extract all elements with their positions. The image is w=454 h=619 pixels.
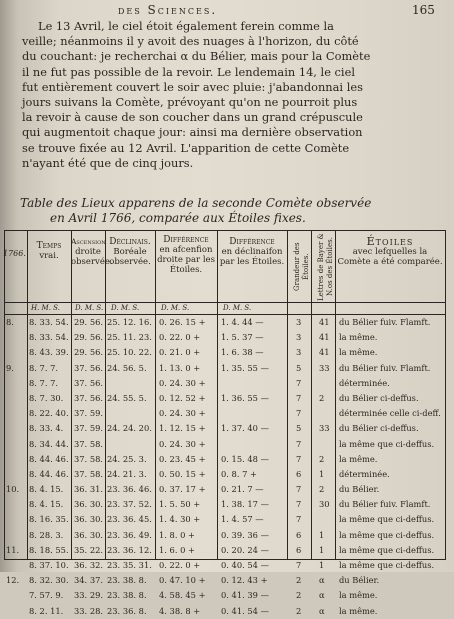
table-row	[5, 345, 445, 360]
header-grandeur: Grandeur des Étoiles.	[293, 242, 310, 292]
table-cell-l: 41	[319, 332, 330, 343]
table-cell-d2: 1. 36. 55 —	[221, 392, 269, 403]
table-cell-l: 2	[319, 484, 325, 495]
units-row	[5, 302, 445, 315]
paragraph-line: la revoir à cause de son coucher dans un grand crépuscule	[22, 110, 363, 125]
table-cell-s: du Bélier fuiv. Flamft.	[339, 317, 431, 327]
table-cell-g: 3	[296, 347, 302, 358]
table-cell-d1: 0. 37. 17 +	[159, 484, 206, 495]
table-cell-d1: 0. 24. 30 +	[159, 438, 206, 449]
table-cell-s: la même.	[339, 332, 378, 343]
table-cell-s: du Bélier fuiv. Flamft.	[339, 362, 431, 373]
unit-dec: D. M. S.	[111, 304, 140, 312]
table-cell-d2: 0. 41. 39 —	[221, 590, 269, 601]
table-cell-g: 7	[296, 392, 302, 403]
header-temps-label: Temps	[36, 241, 62, 251]
paragraph-line: se trouve fixée au 12 Avril. L'apparition de cette Comète	[22, 140, 350, 155]
header-etoiles	[335, 237, 445, 267]
header-temps-sub: vrai.	[39, 251, 59, 261]
table-cell-g: 7	[296, 408, 302, 419]
header-declinaison-label: Déclinais.	[109, 237, 151, 247]
table-cell-d: 24. 56. 5.	[107, 362, 147, 373]
page-number: 165	[412, 3, 435, 17]
table-cell-side: 11.	[6, 544, 20, 555]
table-cell-d: 23. 37. 52.	[107, 499, 152, 510]
table-cell-d1: 0. 12. 52 +	[159, 392, 206, 403]
table-cell-a: 36. 32.	[74, 560, 104, 570]
table-cell-d1: 0. 23. 45 +	[159, 453, 206, 464]
table-cell-d: 23. 36. 12.	[107, 544, 152, 555]
table-title-line: Table des Lieux apparens de la seconde Comète observée	[20, 196, 372, 210]
table-cell-g: 5	[296, 423, 302, 434]
header-declinaison	[105, 237, 155, 267]
table-cell-d2: 0. 41. 54 —	[221, 605, 269, 616]
table-cell-d1: 4. 38. 8 +	[159, 605, 201, 616]
table-cell-d1: 0. 24. 30 +	[159, 377, 206, 388]
table-cell-s: la même que ci-deffus.	[339, 438, 435, 449]
table-title	[20, 196, 444, 226]
table-cell-t: 8. 43. 39.	[29, 347, 69, 358]
table-cell-s: du Bélier.	[339, 575, 380, 586]
header-lettres: Lettres de Bayer & N.os des Étoiles.	[317, 233, 334, 301]
table-cell-g: 3	[296, 317, 302, 327]
header-diff2-sub: en déclinaifon par les Étoiles.	[219, 247, 285, 267]
table-cell-t: 8. 16. 35.	[29, 514, 69, 525]
table-cell-a: 36. 31.	[74, 484, 104, 495]
table-cell-l: 41	[319, 347, 330, 358]
table-cell-d: 23. 38. 8.	[107, 575, 147, 586]
paragraph-line: Le 13 Avril, le ciel étoit également ferein comme la	[38, 19, 334, 33]
table-row	[5, 482, 445, 497]
table-cell-g: 7	[296, 560, 302, 570]
table-cell-a: 29. 56.	[74, 317, 104, 327]
table-cell-d2: 1. 6. 38 —	[221, 347, 264, 358]
table-cell-d2: 0. 40. 54 —	[221, 560, 269, 570]
table-cell-g: 2	[296, 605, 302, 616]
table-cell-a: 37. 56.	[74, 377, 104, 388]
table-cell-side: 8.	[6, 317, 14, 327]
table-cell-t: 8. 34. 44.	[29, 438, 69, 449]
table-cell-a: 35. 22.	[74, 544, 104, 555]
table-cell-l: 2	[319, 453, 325, 464]
header-ascension-sub: droite observée.	[71, 247, 113, 267]
table-row	[5, 315, 445, 330]
table-cell-s: la même que ci-deffus.	[339, 560, 435, 570]
table-cell-g: 7	[296, 484, 302, 495]
table-cell-a: 33. 28.	[74, 605, 104, 616]
table-row	[5, 512, 445, 527]
table-row	[5, 604, 445, 619]
header-diff-ascension	[155, 235, 217, 275]
table-cell-a: 37. 58.	[74, 438, 104, 449]
unit-temps: H. M. S.	[31, 304, 60, 312]
table-cell-a: 37. 56.	[74, 392, 104, 403]
header-declinaison-sub: Boréale observée.	[109, 247, 151, 267]
table-cell-side: 12.	[6, 575, 20, 586]
table-cell-d2: 1. 38. 17 —	[221, 499, 269, 510]
table-cell-t: 8. 4. 15.	[29, 499, 64, 510]
table-cell-d: 23. 36. 45.	[107, 514, 152, 525]
table-row	[5, 330, 445, 345]
table-cell-a: 34. 37.	[74, 575, 104, 586]
table-cell-d1: 0. 47. 10 +	[159, 575, 206, 586]
table-cell-s: la même.	[339, 453, 378, 464]
table-cell-d1: 0. 26. 15 +	[159, 317, 206, 327]
running-title: des Sciences.	[118, 3, 218, 17]
table-cell-d2: 0. 21. 7 —	[221, 484, 264, 495]
table-cell-t: 8. 7. 30.	[29, 392, 64, 403]
table-cell-g: 2	[296, 575, 302, 586]
table-cell-t: 8. 4. 15.	[29, 484, 64, 495]
table-cell-d2: 0. 8. 7 +	[221, 468, 257, 479]
table-row	[5, 376, 445, 391]
table-cell-d1: 1. 13. 0 +	[159, 362, 201, 373]
table-cell-d1: 1. 4. 30 +	[159, 514, 201, 525]
table-cell-d: 24. 21. 3.	[107, 468, 147, 479]
table-cell-g: 6	[296, 544, 302, 555]
table-cell-l: 1	[319, 544, 325, 555]
table-cell-s: la même.	[339, 347, 378, 358]
table-cell-t: 8. 2. 11.	[29, 605, 64, 616]
table-cell-d2: 1. 4. 57 —	[221, 514, 264, 525]
header-etoiles-sub: avec lefquelles la Comète a été comparée.	[337, 247, 443, 267]
table-row	[5, 452, 445, 467]
table-cell-l: 30	[319, 499, 330, 510]
paragraph-line: n'ayant été que de cinq jours.	[22, 155, 194, 170]
paragraph-line: veille; néanmoins il y avoit des nuages à l'horizon, du côté	[22, 34, 359, 49]
table-cell-g: 6	[296, 529, 302, 540]
unit-d2: D. M. S.	[223, 304, 252, 312]
table-cell-a: 36. 30.	[74, 499, 104, 510]
table-cell-d1: 0. 50. 15 +	[159, 468, 206, 479]
table-cell-a: 37. 56.	[74, 362, 104, 373]
table-cell-d: 25. 11. 23.	[107, 332, 152, 343]
table-cell-l: 41	[319, 317, 330, 327]
table-cell-s: la même.	[339, 605, 378, 616]
table-cell-d1: 1. 5. 50 +	[159, 499, 201, 510]
table-cell-l: 1	[319, 560, 325, 570]
table-cell-a: 33. 29.	[74, 590, 104, 601]
table-cell-a: 29. 56.	[74, 347, 104, 358]
table-cell-g: 2	[296, 590, 302, 601]
table-cell-d2: 0. 12. 43 +	[221, 575, 268, 586]
table-cell-t: 8. 22. 40.	[29, 408, 69, 419]
table-cell-t: 8. 7. 7.	[29, 377, 59, 388]
table-cell-g: 7	[296, 438, 302, 449]
table-cell-d: 23. 36. 8.	[107, 605, 147, 616]
table-cell-g: 5	[296, 362, 302, 373]
table-cell-d: 24. 25. 3.	[107, 453, 147, 464]
table-cell-t: 8. 28. 3.	[29, 529, 64, 540]
table-cell-a: 37. 59.	[74, 408, 104, 419]
table-cell-d: 24. 55. 5.	[107, 392, 147, 403]
table-cell-d1: 1. 12. 15 +	[159, 423, 206, 434]
table-cell-d2: 0. 39. 36 —	[221, 529, 269, 540]
table-cell-t: 8. 32. 30.	[29, 575, 69, 586]
header-diff1-sub: en afcenfion droite par les Étoiles.	[157, 245, 215, 275]
table-cell-d2: 1. 37. 40 —	[221, 423, 269, 434]
header-diff2-label: Différence	[229, 237, 275, 247]
table-cell-a: 37. 59.	[74, 423, 104, 434]
table-cell-d1: 0. 22. 0 +	[159, 332, 201, 343]
table-cell-d: 23. 36. 46.	[107, 484, 152, 495]
table-cell-g: 6	[296, 468, 302, 479]
table-cell-g: 7	[296, 499, 302, 510]
paragraph-line: fut entièrement couvert le soir avec pluie: j'abandonnai les	[22, 79, 363, 94]
table-cell-g: 3	[296, 332, 302, 343]
page-header	[0, 3, 454, 19]
table-cell-d1: 0. 24. 30 +	[159, 408, 206, 419]
unit-d1: D. M. S.	[161, 304, 190, 312]
table-cell-d1: 1. 6. 0 +	[159, 544, 195, 555]
table-cell-l: α	[319, 605, 325, 616]
paragraph-line: du couchant: je recherchai α du Bélier, mais pour la Comète	[22, 49, 371, 64]
header-diff-declinaison	[217, 237, 287, 267]
table-cell-s: du Bélier.	[339, 484, 380, 495]
table-row	[5, 467, 445, 482]
unit-asc: D. M. S.	[75, 304, 104, 312]
header-ascension	[71, 237, 113, 267]
table-cell-s: déterminée celle ci-deff.	[339, 408, 441, 419]
paragraph-line: il ne fut pas possible de la revoir. Le lendemain 14, le ciel	[22, 64, 355, 79]
table-cell-g: 7	[296, 377, 302, 388]
table-cell-l: 33	[319, 423, 330, 434]
table-row	[5, 361, 445, 376]
table-cell-d: 23. 35. 31.	[107, 560, 152, 570]
table-cell-d1: 0. 22. 0 +	[159, 560, 201, 570]
table-cell-d2: 1. 35. 55 —	[221, 362, 269, 373]
table-row	[5, 528, 445, 543]
table-cell-t: 8. 33. 4.	[29, 423, 64, 434]
table-cell-d: 23. 36. 49.	[107, 529, 152, 540]
table-row	[5, 573, 445, 588]
paragraph-line: jours suivans la Comète, prévoyant qu'on ne pourroit plus	[22, 95, 358, 110]
table-cell-d1: 4. 58. 45 +	[159, 590, 206, 601]
table-cell-t: 8. 33. 54.	[29, 332, 69, 343]
header-etoiles-label: Étoiles	[366, 235, 414, 248]
table-cell-side: 9.	[6, 362, 14, 373]
table-row	[5, 543, 445, 558]
table-cell-s: la même.	[339, 590, 378, 601]
table-cell-d1: 0. 21. 0 +	[159, 347, 201, 358]
table-cell-l: 1	[319, 529, 325, 540]
header-temps	[27, 241, 71, 261]
table-cell-side: 10.	[6, 484, 20, 495]
table-cell-l: α	[319, 575, 325, 586]
table-cell-s: la même que ci-deffus.	[339, 544, 435, 555]
table-cell-t: 8. 37. 10.	[29, 560, 69, 570]
table-cell-d: 23. 38. 8.	[107, 590, 147, 601]
table-row	[5, 497, 445, 512]
table-cell-a: 36. 30.	[74, 529, 104, 540]
table-cell-d2: 0. 20. 24 —	[221, 544, 269, 555]
observation-table	[3, 230, 446, 616]
header-ascension-label: Ascension	[71, 237, 106, 246]
table-cell-d: 25. 10. 22.	[107, 347, 152, 358]
table-cell-a: 37. 58.	[74, 453, 104, 464]
table-cell-d2: 1. 4. 44 —	[221, 317, 264, 327]
table-cell-t: 8. 44. 46.	[29, 468, 69, 479]
table-cell-l: 33	[319, 362, 330, 373]
table-cell-t: 8. 33. 54.	[29, 317, 69, 327]
table-cell-l: 2	[319, 392, 325, 403]
table-cell-s: du Bélier ci-deffus.	[339, 423, 419, 434]
table-cell-s: du Bélier ci-deffus.	[339, 392, 419, 403]
table-cell-a: 36. 30.	[74, 514, 104, 525]
table-cell-d: 24. 24. 20.	[107, 423, 152, 434]
table-row	[5, 406, 445, 421]
table-body	[5, 315, 445, 619]
table-row	[5, 391, 445, 406]
table-title-line: en Avril 1766, comparée aux Étoiles fixes.	[50, 211, 306, 225]
table-cell-d2: 0. 15. 48 —	[221, 453, 269, 464]
table-row	[5, 558, 445, 573]
header-diff1-label: Différence	[163, 235, 209, 245]
table-row	[5, 588, 445, 603]
table-cell-s: déterminée.	[339, 468, 390, 479]
table-cell-s: la même que ci-deffus.	[339, 529, 435, 540]
table-cell-d2: 1. 5. 37 —	[221, 332, 264, 343]
table-cell-s: la même que ci-deffus.	[339, 514, 435, 525]
table-cell-s: du Bélier fuiv. Flamft.	[339, 499, 431, 510]
table-cell-g: 7	[296, 514, 302, 525]
table-cell-t: 8. 7. 7.	[29, 362, 59, 373]
table-cell-l: 1	[319, 468, 325, 479]
table-cell-d1: 1. 8. 0 +	[159, 529, 195, 540]
body-paragraph	[22, 19, 440, 171]
table-cell-t: 8. 44. 46.	[29, 453, 69, 464]
side-year: 1766.	[3, 249, 26, 258]
table-row	[5, 421, 445, 436]
table-cell-l: α	[319, 590, 325, 601]
table-cell-d: 25. 12. 16.	[107, 317, 152, 327]
table-cell-a: 29. 56.	[74, 332, 104, 343]
table-cell-g: 7	[296, 453, 302, 464]
table-cell-t: 7. 57. 9.	[29, 590, 64, 601]
table-cell-a: 37. 58.	[74, 468, 104, 479]
paragraph-line: qui augmentoit chaque jour: ainsi ma dernière observation	[22, 125, 363, 140]
table-row	[5, 437, 445, 452]
table-cell-t: 8. 18. 55.	[29, 544, 69, 555]
table-cell-s: déterminée.	[339, 377, 390, 388]
